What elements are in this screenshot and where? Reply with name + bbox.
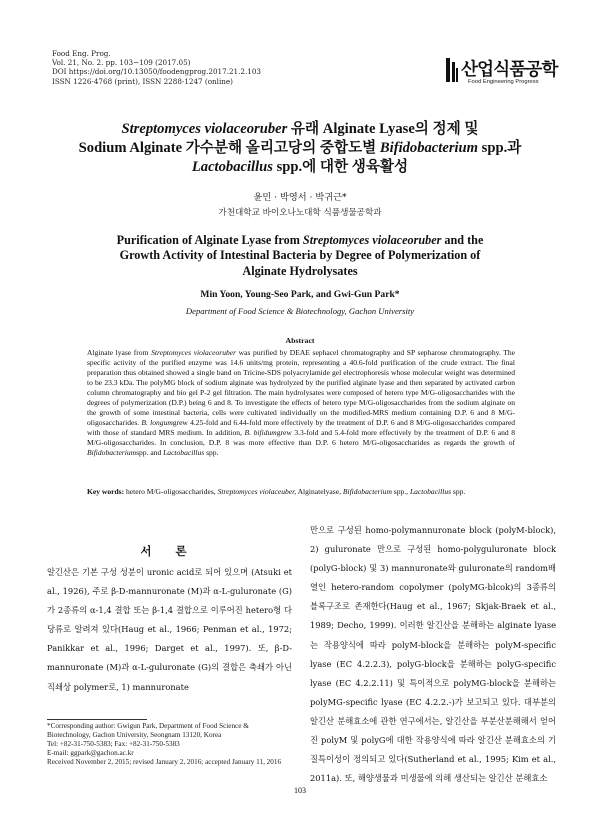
title-english [40,233,560,279]
title-kr-genus: Bifidobacterium [379,140,479,156]
footnote-received: Received November 2, 2015; revised January 2, 2016; accepted January 11, 2016 [47,757,282,766]
title-en-species: Streptomyces violaceoruber [302,233,442,247]
journal-header [52,49,261,86]
footnote-tel: Tel: +82-31-750-5383; Fax: +82-31-750-5383 [47,739,180,748]
logo-mark-icon [446,58,459,82]
title-kr-genus2: Lactobacillus [191,159,273,175]
corresponding-author-footnote [47,722,292,767]
abstract-heading: Abstract [285,336,315,345]
title-kr-species: Streptomyces violaceoruber [121,121,288,137]
title-en-line1-end: and the [441,233,484,247]
journal-name: Food Eng. Prog. [52,49,111,58]
footnote-corresponding: *Corresponding author: Gwigun Park, Department of Food Science & Biotechnology, Gachon University, Seongnam 13120, Korea [47,722,249,739]
title-en-line3: Alginate Hydrolysates [242,263,358,278]
journal-issn: ISSN 1226-4768 (print), ISSN 2288-1247 (online) [52,76,233,86]
title-en-line1: Purification of Alginate Lyase from [116,233,303,247]
affiliation-korean: 가천대학교 바이오나노대학 식품생물공학과 [218,208,382,218]
title-kr-line2: Sodium Alginate 가수분해 올리고당의 중합도별 [78,140,380,156]
body-text-left-column: 알긴산은 기본 구성 성분이 uronic acid로 되어 있으며 (Atsuki et al., 1926), 주로 β-D-mannuronate (M)과 α-L-guluronate (G)가 2종류의 α-1,4 결합 또는 β-1,4 결합으로 이루어진 hetero형 다당류로 알려져 있다(Haug et al., 1966; Penman et al., 1972; Panikkar et al., 1996; Darget et al., 1997). 또, β-D-mannuronate (M)과 α-L-guluronate (G)의 결합은 축쇄가 아닌 직쇄상 polymer로, 1) mannuronate [47,567,292,692]
abstract-body: Alginate lyase from Streptomyces violaceoruber was purified by DEAE sephacel chromatography and SP sepharose chromatography. The specific activity of the purified enzyme was 14.6 units/mg protein, representing a 40.6-fold purification of the crude extract. The final preparation thus obtained showed a single band on Tricine-SDS polyacrylamide gel electrophoresis whose molecular weight was determined to be 23.3 kDa. The polyMG block of sodium alginate was hydrolyzed by the purified alginate lyase and then separated by activated carbon column chromatography and bio gel P-2 gel filtration. The main hydrolysates were composed of hetero type M/G-oligosaccharides with the degrees of polymerization (D.P.) being 6 and 8. To investigate the effects of hetero type M/G-oligosaccharides from the sodium alginate on the growth of some intestinal bacteria, cells were cultivated individually on the modified-MRS medium containing D.P. 6 and 8 M/G-oligosaccharides. B. longumgrew 4.25-fold and 6.44-fold more effectively by the treatment of D.P. 6 and 8 M/G-oligosaccharides compared with those of standard MRS medium. In addition, B. bifidumgrew 3.3-fold and 5.4-fold more effectively by the treatment of D.P. 6 and 8 M/G-oligosaccharides. In conclusion, D.P. 8 was more effective than D.P. 6 hetero M/G-oligosaccharides as regards the growth of Bifidobacteriumspp. and Lactobacillus spp. [87,348,516,457]
journal-logo [446,56,556,90]
title-en-line2: Growth Activity of Intestinal Bacteria by Degree of Polymerization of [119,248,481,263]
journal-volume: Vol. 21, No. 2. pp. 103~109 (2017.05) [52,58,191,68]
logo-subtitle: Food Engineering Progress [468,79,539,85]
authors-korean: 윤민 · 박영서 · 박귀근* [253,192,347,203]
title-korean [40,120,560,177]
journal-doi[interactable]: DOI https://doi.org/10.13050/foodengprog.2017.21.2.103 [52,67,261,77]
authors-english: Min Yoon, Young-Seo Park, and Gwi-Gun Park* [200,289,400,300]
body-text-right-column: 만으로 구성된 homo-polymannuronate block (polyM-block), 2) guluronate 만으로 구성된 homo-polyguluronate block (polyG-block) 및 3) mannuronate와 guluronate의 random배열인 hetero-random copolymer (polyMG-blcok)의 3종류의 블록구조로 존재한다(Haug et al., 1967; Skjak-Braek et al., 1989; Decho, 1999). 이러한 알긴산을 분해하는 alginate lyase는 작용양식에 따라 polyM-block을 분해하는 polyM-specific lyase (EC 4.2.2.3), polyG-block을 분해하는 polyG-specific lyase (EC 4.2.2.11) 및 특이적으로 polyMG-block을 분해하는 polyMG-specific lyase (EC 4.2.2.-)가 보고되고 있다. 대부분의 알긴산 분해효소에 관한 연구에서는, 알긴산을 부분산분해해서 얻어진 polyM 및 polyG에 대한 작용양식에 따라 알긴산 분해효소의 기질특이성이 정의되고 있다(Sutherland et al., 1995; Kim et al., 2011a). 또, 해양생물과 미생물에 의해 생산되는 알긴산 분해효소 [310,525,556,784]
section-title-introduction: 서 론 [140,544,197,558]
page-number: 103 [294,786,306,795]
title-kr-line1: 유래 Alginate Lyase의 정제 및 [287,121,479,137]
logo-text: 산업식품공학 [461,60,558,80]
footnote-email[interactable]: E-mail: ggpark@gachon.ac.kr [47,748,134,757]
keywords-label: Key words: [87,487,125,496]
footnote-divider [47,719,147,720]
keywords: Key words: hetero M/G-oligosaccharides, Streptomyces violaceuber, Alginatelyase, Bifidobacterium spp., Lactobacillus spp. [87,487,466,496]
title-kr-line3: spp.에 대한 생육활성 [272,159,409,175]
affiliation-english: Department of Food Science & Biotechnology, Gachon University [185,306,415,316]
title-kr-line2-end: spp.과 [478,140,522,156]
